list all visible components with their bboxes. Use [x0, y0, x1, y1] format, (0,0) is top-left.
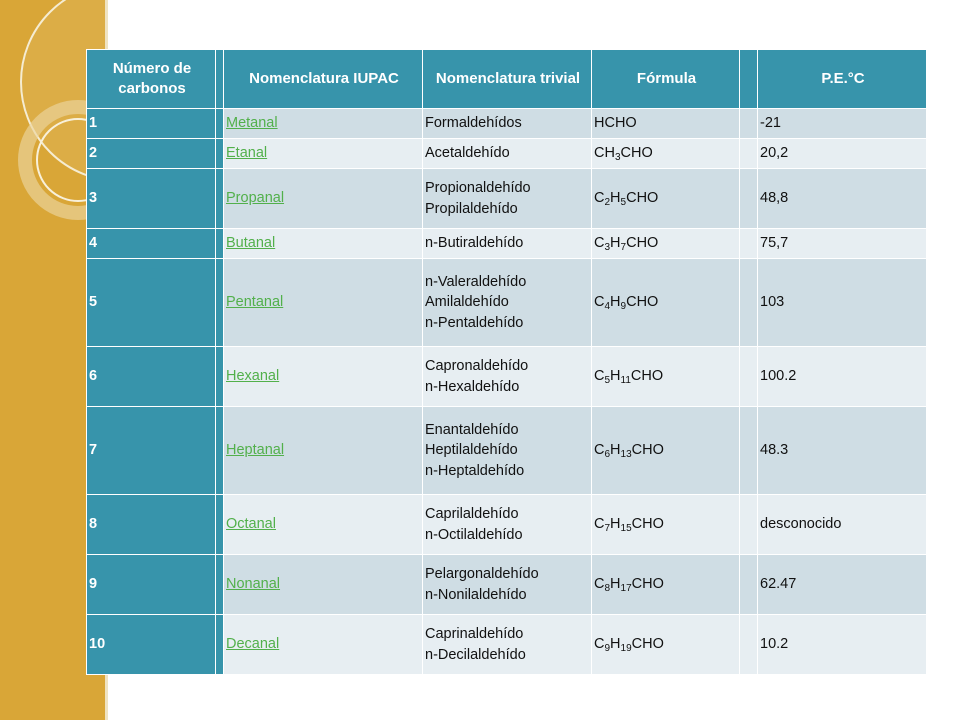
iupac-name-link[interactable]: Butanal [226, 235, 276, 252]
trivial-name-cell [423, 109, 592, 139]
formula-part: CHO [631, 516, 664, 533]
boiling-point-cell: 103 [758, 259, 927, 347]
formula-part: HCHO [594, 115, 637, 132]
chemical-formula [594, 233, 658, 254]
header-iupac: Nomenclatura IUPAC [224, 50, 423, 109]
trivial-name-cell [423, 139, 592, 169]
trivial-name: n-Heptaldehído [425, 462, 525, 479]
chemical-formula [594, 574, 664, 595]
formula-cell [592, 615, 740, 675]
spacer-cell [740, 615, 758, 675]
header-formula: Fórmula [592, 50, 740, 109]
formula-subscript: 2 [604, 197, 611, 209]
table-header-row [87, 50, 927, 109]
trivial-name: Propionaldehído [425, 180, 531, 196]
formula-part: CHO [626, 190, 659, 207]
boiling-point-cell: 48.3 [758, 407, 927, 495]
iupac-name-link[interactable]: Metanal [226, 115, 278, 132]
spacer-cell [740, 139, 758, 169]
boiling-point-cell: 100.2 [758, 347, 927, 407]
trivial-name: Heptilaldehído [425, 442, 518, 459]
header-spacer [216, 50, 224, 109]
boiling-point-cell: 20,2 [758, 139, 927, 169]
spacer-cell [216, 615, 224, 675]
spacer-cell [740, 109, 758, 139]
formula-part: CHO [631, 442, 664, 459]
iupac-name-cell [224, 139, 423, 169]
formula-cell [592, 555, 740, 615]
iupac-name-link[interactable]: Heptanal [226, 442, 285, 459]
formula-part: C [594, 190, 605, 207]
table-row [87, 407, 927, 495]
formula-cell [592, 495, 740, 555]
trivial-name: Amilaldehído [425, 294, 509, 311]
trivial-name: n-Decilaldehído [425, 646, 526, 663]
formula-subscript: 5 [604, 375, 611, 387]
spacer-cell [216, 169, 224, 229]
carbon-count-cell: 4 [87, 229, 216, 259]
aldehydes-table [86, 49, 927, 675]
iupac-name-cell [224, 259, 423, 347]
carbon-count-cell: 3 [87, 169, 216, 229]
iupac-name-link[interactable]: Decanal [226, 636, 280, 653]
iupac-name-cell [224, 407, 423, 495]
boiling-point-cell: 75,7 [758, 229, 927, 259]
chemical-formula [594, 440, 664, 461]
spacer-cell [216, 259, 224, 347]
table-row [87, 169, 927, 229]
formula-part: H [610, 576, 621, 593]
formula-part: CH [594, 145, 615, 162]
formula-subscript: 17 [620, 583, 632, 595]
iupac-name-cell [224, 169, 423, 229]
header-trivial: Nomenclatura trivial [423, 50, 592, 109]
trivial-name: n-Octilaldehído [425, 526, 523, 543]
spacer-cell [740, 555, 758, 615]
trivial-name: Formaldehídos [425, 115, 522, 132]
trivial-name: Caprinaldehído [425, 626, 524, 642]
table-row [87, 615, 927, 675]
spacer-cell [216, 495, 224, 555]
formula-subscript: 19 [620, 643, 632, 655]
formula-subscript: 9 [620, 301, 627, 313]
formula-cell [592, 407, 740, 495]
formula-part: C [594, 294, 605, 311]
spacer-cell [216, 109, 224, 139]
iupac-name-link[interactable]: Nonanal [226, 576, 281, 593]
table-row [87, 109, 927, 139]
formula-part: C [594, 516, 605, 533]
spacer-cell [216, 139, 224, 169]
formula-subscript: 3 [614, 152, 621, 164]
formula-subscript: 13 [620, 449, 632, 461]
formula-subscript: 7 [604, 523, 611, 535]
trivial-name-cell [423, 347, 592, 407]
chemical-formula [594, 292, 658, 313]
header-boiling-point: P.E.°C [758, 50, 927, 109]
formula-subscript: 9 [604, 643, 611, 655]
trivial-name-cell [423, 407, 592, 495]
table-row [87, 347, 927, 407]
trivial-name-cell [423, 495, 592, 555]
carbon-count-cell: 8 [87, 495, 216, 555]
iupac-name-cell [224, 495, 423, 555]
formula-part: H [610, 516, 621, 533]
trivial-name: n-Butiraldehído [425, 235, 524, 252]
formula-part: CHO [620, 145, 653, 162]
spacer-cell [216, 407, 224, 495]
spacer-cell [740, 229, 758, 259]
carbon-count-cell: 1 [87, 109, 216, 139]
formula-part: H [610, 636, 621, 653]
iupac-name-link[interactable]: Octanal [226, 516, 276, 533]
formula-cell [592, 347, 740, 407]
chemical-formula [594, 366, 663, 387]
table-row [87, 229, 927, 259]
formula-part: C [594, 235, 605, 252]
iupac-name-cell [224, 229, 423, 259]
trivial-name: n-Nonilaldehído [425, 586, 527, 603]
formula-subscript: 8 [604, 583, 611, 595]
spacer-cell [740, 169, 758, 229]
trivial-name-cell [423, 169, 592, 229]
table-row [87, 259, 927, 347]
table-body [87, 109, 927, 675]
formula-cell [592, 169, 740, 229]
formula-part: CHO [630, 368, 664, 385]
formula-part: CHO [626, 235, 659, 252]
formula-cell [592, 139, 740, 169]
formula-part: C [594, 636, 605, 653]
formula-subscript: 3 [604, 242, 611, 254]
chemical-formula [594, 634, 664, 655]
boiling-point-cell: 48,8 [758, 169, 927, 229]
formula-subscript: 11 [620, 375, 631, 387]
iupac-name-cell [224, 615, 423, 675]
trivial-name-cell [423, 615, 592, 675]
boiling-point-cell: -21 [758, 109, 927, 139]
trivial-name: Enantaldehído [425, 421, 519, 438]
formula-part: H [610, 442, 621, 459]
trivial-name: Acetaldehído [425, 145, 510, 162]
trivial-name-cell [423, 229, 592, 259]
boiling-point-cell: 62.47 [758, 555, 927, 615]
formula-subscript: 15 [620, 523, 632, 535]
formula-subscript: 5 [620, 197, 627, 209]
formula-part: H [610, 294, 621, 311]
formula-part: CHO [631, 576, 664, 593]
carbon-count-cell: 9 [87, 555, 216, 615]
iupac-name-link[interactable]: Hexanal [226, 368, 280, 385]
spacer-cell [740, 495, 758, 555]
carbon-count-cell: 5 [87, 259, 216, 347]
formula-cell [592, 229, 740, 259]
iupac-name-cell [224, 109, 423, 139]
carbon-count-cell: 2 [87, 139, 216, 169]
trivial-name: n-Hexaldehído [425, 378, 520, 395]
boiling-point-cell: 10.2 [758, 615, 927, 675]
formula-part: C [594, 576, 605, 593]
trivial-name: n-Valeraldehído [425, 273, 527, 290]
formula-part: C [594, 442, 605, 459]
trivial-name: Caprilaldehído [425, 506, 519, 522]
carbon-count-cell: 6 [87, 347, 216, 407]
spacer-cell [740, 259, 758, 347]
formula-cell [592, 259, 740, 347]
table-row [87, 139, 927, 169]
spacer-cell [216, 229, 224, 259]
spacer-cell [740, 347, 758, 407]
carbon-count-cell: 7 [87, 407, 216, 495]
trivial-name: Pelargonaldehído [425, 566, 539, 582]
iupac-name-cell [224, 555, 423, 615]
boiling-point-cell: desconocido [758, 495, 927, 555]
spacer-cell [216, 555, 224, 615]
chemical-formula [594, 514, 664, 535]
header-spacer [740, 50, 758, 109]
trivial-name-cell [423, 555, 592, 615]
chemical-formula [594, 143, 653, 164]
formula-part: CHO [626, 294, 659, 311]
iupac-name-link[interactable]: Pentanal [226, 294, 284, 311]
trivial-name: n-Pentaldehído [425, 314, 524, 331]
spacer-cell [740, 407, 758, 495]
formula-part: C [594, 368, 605, 385]
iupac-name-cell [224, 347, 423, 407]
trivial-name-cell [423, 259, 592, 347]
chemical-formula [594, 188, 658, 209]
table-row [87, 555, 927, 615]
formula-part: H [610, 235, 621, 252]
formula-part: CHO [631, 636, 664, 653]
formula-subscript: 7 [620, 242, 627, 254]
iupac-name-link[interactable]: Etanal [226, 145, 268, 162]
table-row [87, 495, 927, 555]
trivial-name: Capronaldehído [425, 358, 529, 374]
formula-cell [592, 109, 740, 139]
iupac-name-link[interactable]: Propanal [226, 190, 285, 207]
formula-subscript: 6 [604, 449, 611, 461]
formula-part: H [610, 368, 621, 385]
trivial-name: Propilaldehído [425, 200, 518, 217]
carbon-count-cell: 10 [87, 615, 216, 675]
formula-part: H [610, 190, 621, 207]
spacer-cell [216, 347, 224, 407]
chemical-formula [594, 113, 637, 134]
header-num-carbons: Número de carbonos [87, 50, 216, 109]
formula-subscript: 4 [604, 301, 611, 313]
